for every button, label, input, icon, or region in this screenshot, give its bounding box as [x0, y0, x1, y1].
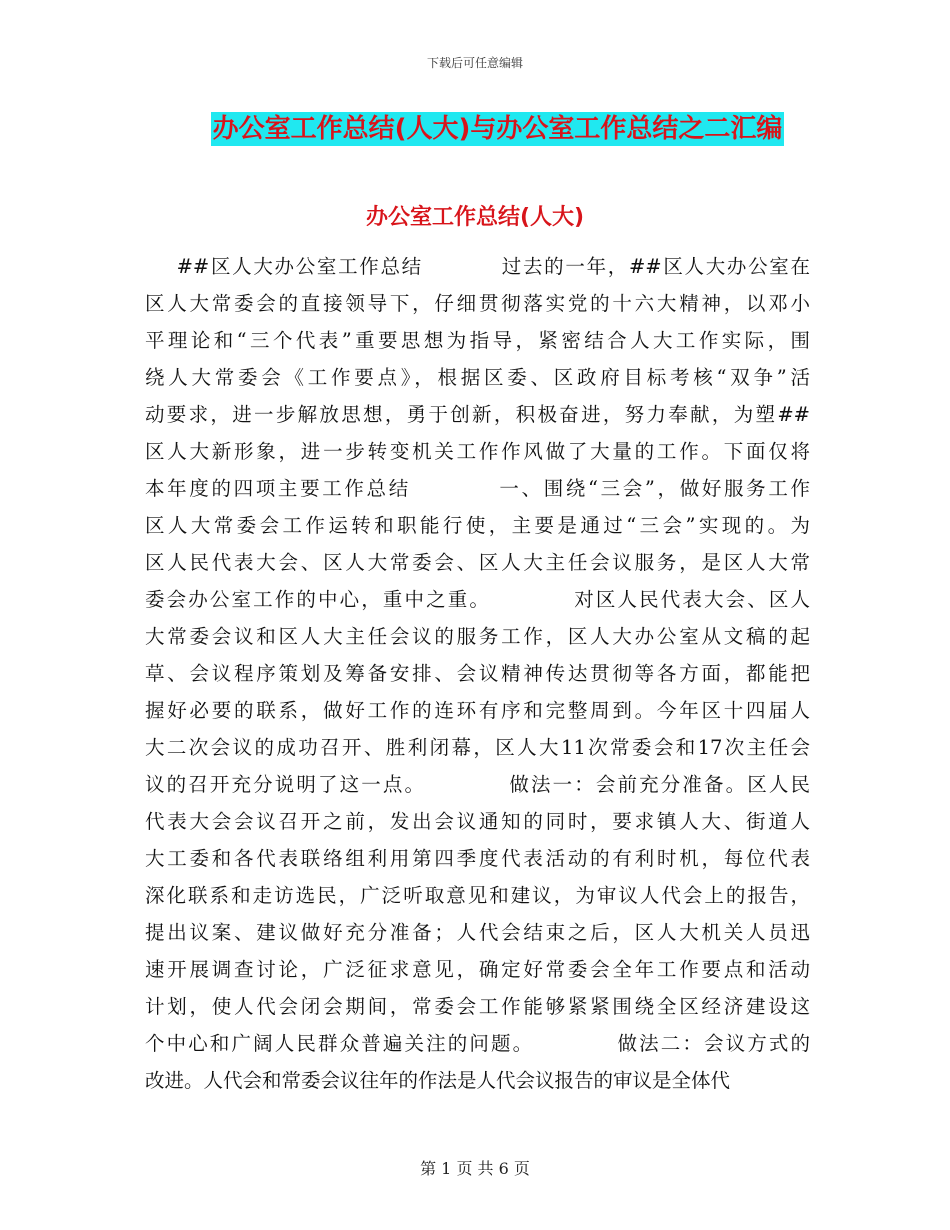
- body-line: 区人大常委会工作运转和职能行使，主要是通过“三会”实现的。为: [145, 514, 810, 537]
- body-line: 速开展调查讨论，广泛征求意见，确定好常委会全年工作要点和活动: [145, 958, 810, 981]
- body-line: 个中心和广阔人民群众普遍关注的问题。 做法二：会议方式的: [145, 1032, 810, 1055]
- body-line: 代表大会会议召开之前，发出会议通知的同时，要求镇人大、街道人: [145, 810, 810, 833]
- section-title: 办公室工作总结(人大): [365, 205, 585, 230]
- body-text: [145, 248, 810, 1099]
- main-title-wrap: [0, 112, 950, 146]
- body-line: 委会办公室工作的中心，重中之重。 对区人民代表大会、区人: [145, 588, 810, 611]
- body-line: 议的召开充分说明了这一点。 做法一：会前充分准备。区人民: [145, 773, 810, 796]
- body-line: 大二次会议的成功召开、胜利闭幕，区人大11次常委会和17次主任会: [145, 736, 810, 759]
- body-line: 动要求，进一步解放思想，勇于创新，积极奋进，努力奉献，为塑##: [145, 403, 810, 426]
- body-line: 平理论和“三个代表”重要思想为指导，紧密结合人大工作实际，围: [145, 329, 810, 352]
- body-line: 计划，使人代会闭会期间，常委会工作能够紧紧围绕全区经济建设这: [145, 995, 810, 1018]
- body-line: 改进。人代会和常委会议往年的作法是人代会议报告的审议是全体代: [145, 1069, 731, 1092]
- body-line: 握好必要的联系，做好工作的连环有序和完整周到。今年区十四届人: [145, 699, 810, 722]
- body-line: 区人大常委会的直接领导下，仔细贯彻落实党的十六大精神，以邓小: [145, 292, 810, 315]
- body-line: ##区人大办公室工作总结 过去的一年，##区人大办公室在: [145, 255, 810, 278]
- header-note: 下载后可任意编辑: [426, 56, 523, 70]
- main-title: 办公室工作总结(人大)与办公室工作总结之二汇编: [212, 114, 783, 144]
- body-line: 区人民代表大会、区人大常委会、区人大主任会议服务，是区人大常: [145, 551, 810, 574]
- body-line: 大工委和各代表联络组利用第四季度代表活动的有利时机，每位代表: [145, 847, 810, 870]
- body-line: 草、会议程序策划及筹备安排、会议精神传达贯彻等各方面，都能把: [145, 662, 810, 685]
- body-line: 提出议案、建议做好充分准备；人代会结束之后，区人大机关人员迅: [145, 921, 810, 944]
- body-line: 区人大新形象，进一步转变机关工作作风做了大量的工作。下面仅将: [145, 440, 810, 463]
- page-footer: 第 1 页 共 6 页: [420, 1159, 530, 1178]
- body-line: 深化联系和走访选民，广泛听取意见和建议，为审议人代会上的报告，: [145, 884, 810, 907]
- body-line: 绕人大常委会《工作要点》，根据区委、区政府目标考核“双争”活: [145, 366, 810, 389]
- body-line: 本年度的四项主要工作总结 一、围绕“三会”，做好服务工作: [145, 477, 810, 500]
- body-line: 大常委会议和区人大主任会议的服务工作，区人大办公室从文稿的起: [145, 625, 810, 648]
